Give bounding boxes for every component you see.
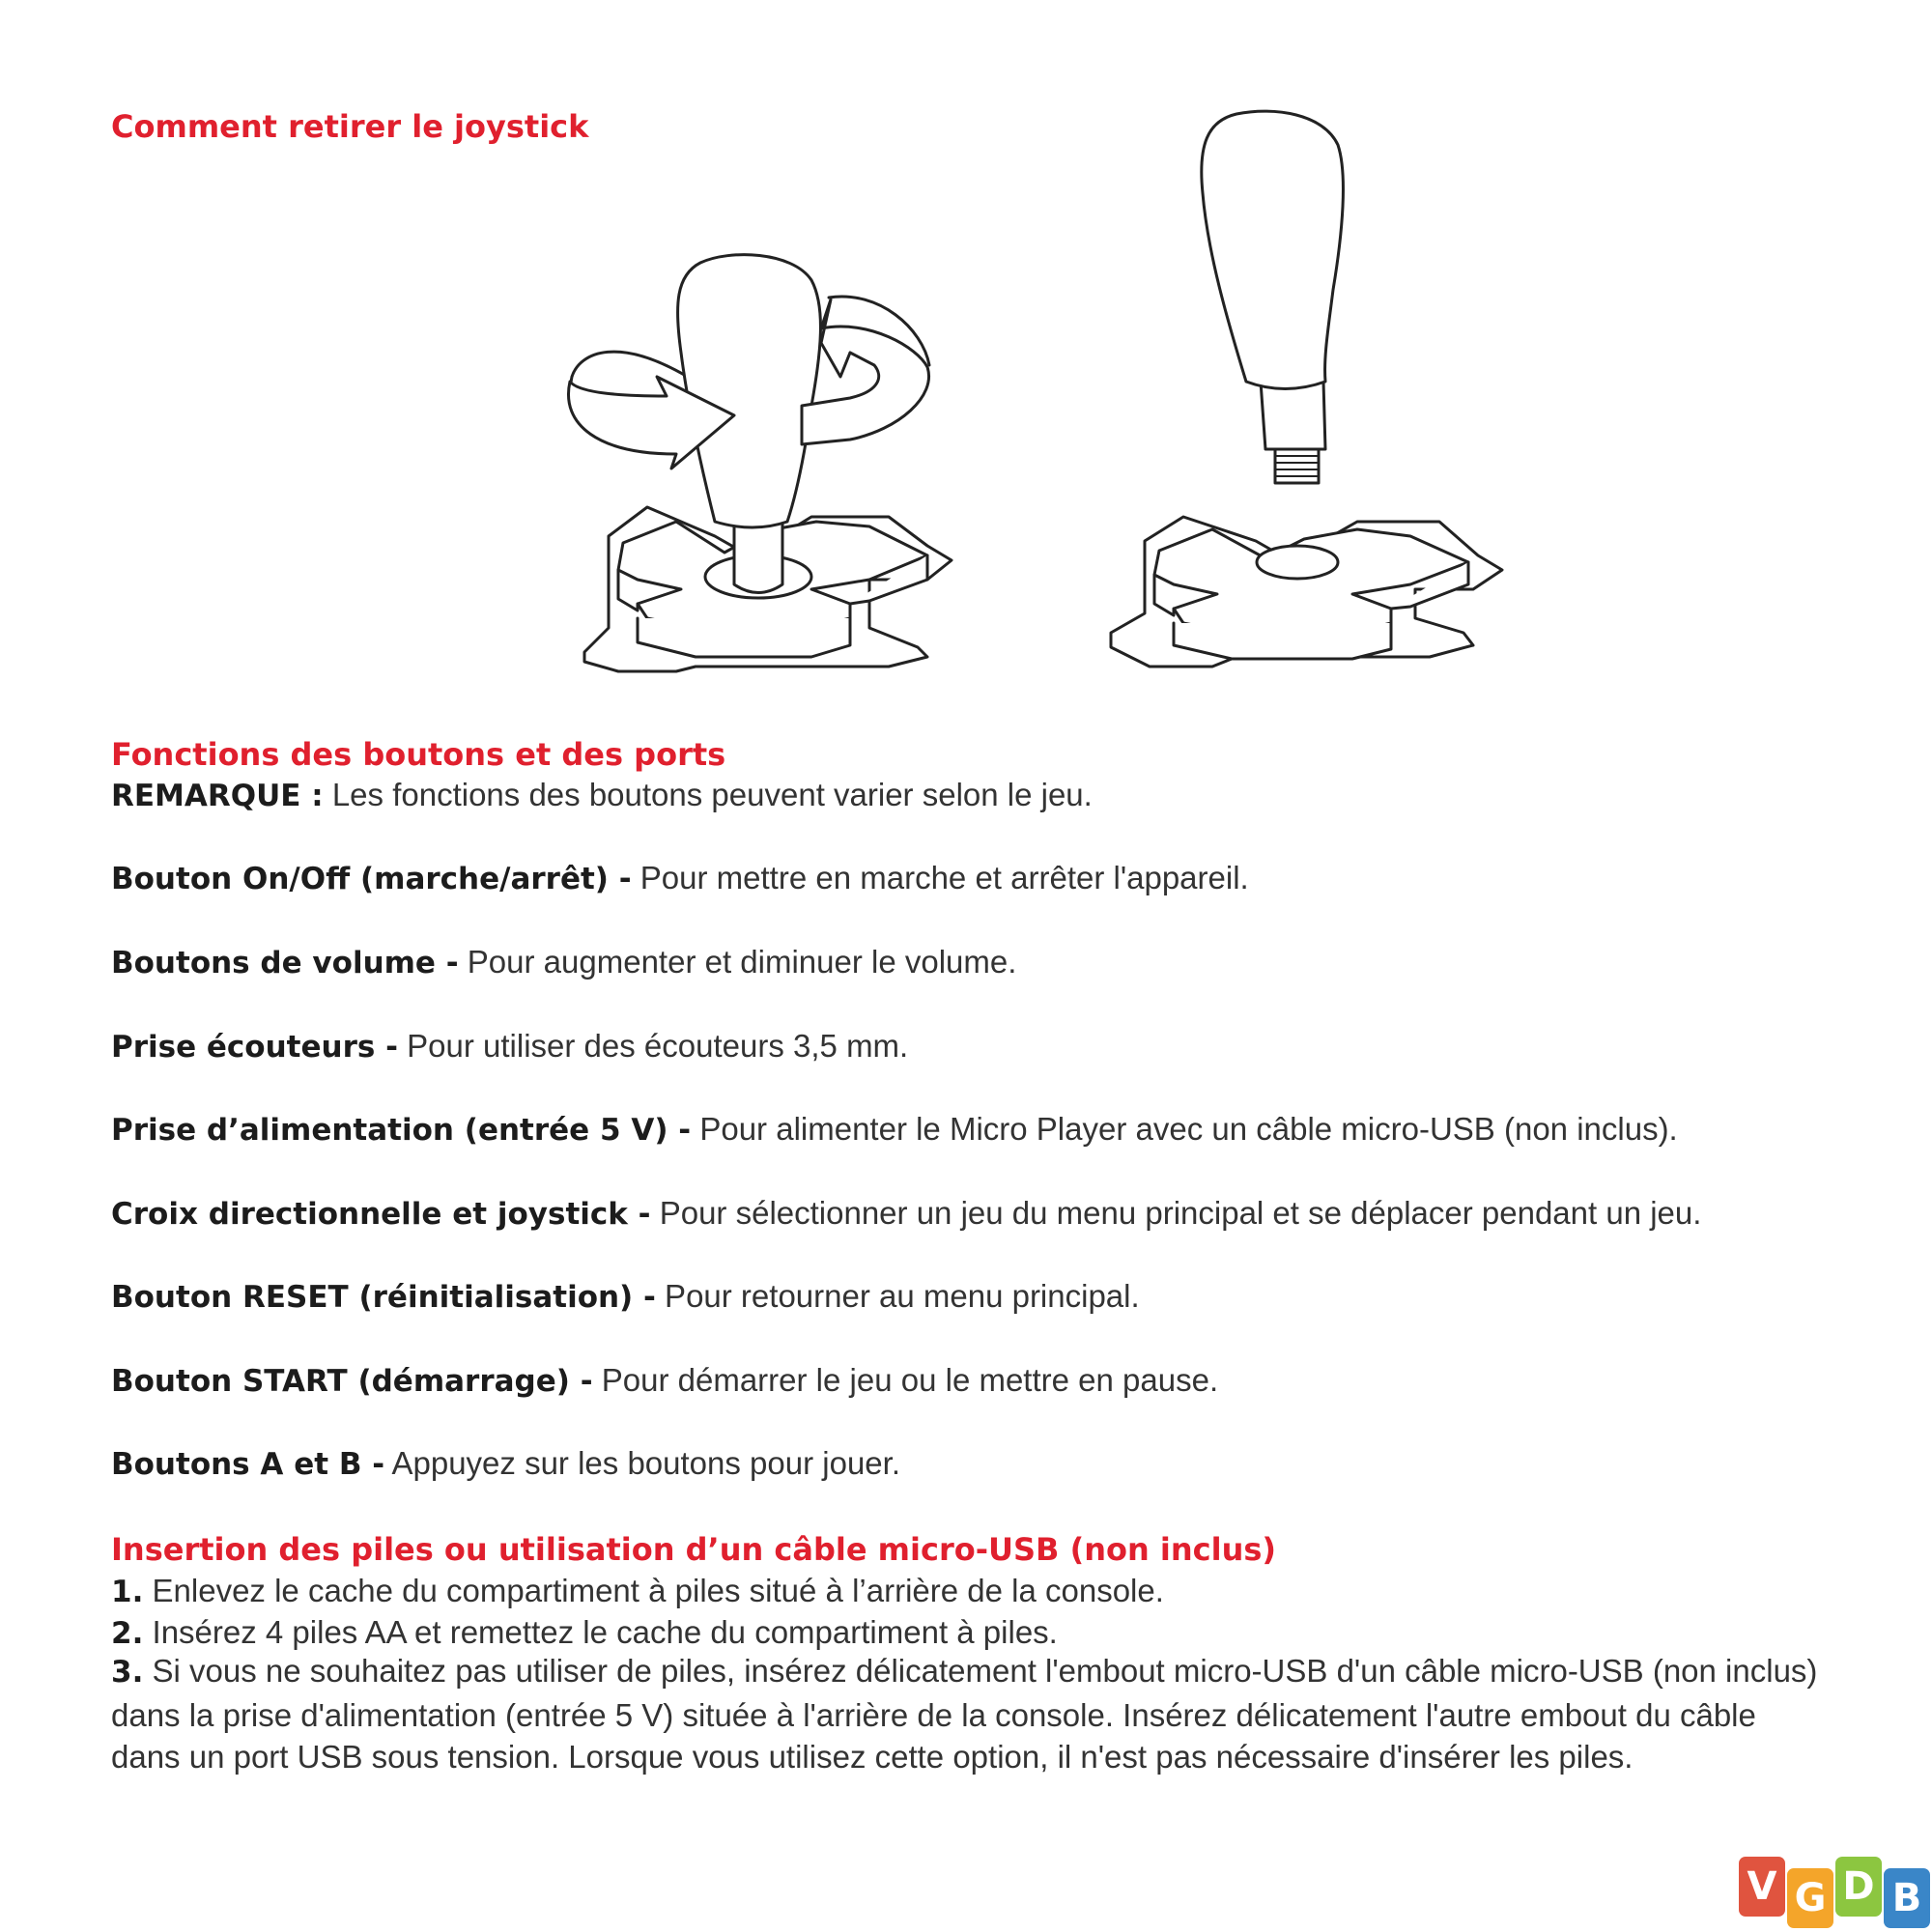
function-description: Appuyez sur les boutons pour jouer. bbox=[384, 1445, 900, 1481]
function-label: Bouton On/Off (marche/arrêt) - bbox=[111, 862, 632, 896]
joystick-twisting-drawing bbox=[568, 255, 952, 671]
function-label: Bouton START (démarrage) - bbox=[111, 1364, 593, 1399]
battery-step bbox=[111, 1650, 1831, 1778]
step-text: Enlevez le cache du compartiment à piles situé à l’arrière de la console. bbox=[143, 1573, 1164, 1608]
joystick-shaft-right bbox=[1261, 382, 1325, 449]
function-item bbox=[111, 1028, 908, 1065]
function-label: Croix directionnelle et joystick - bbox=[111, 1197, 651, 1232]
logo-tile-d: D bbox=[1835, 1857, 1882, 1917]
function-label: Bouton RESET (réinitialisation) - bbox=[111, 1280, 656, 1315]
joystick-thread bbox=[1275, 449, 1319, 483]
function-description: Pour sélectionner un jeu du menu principal et se déplacer pendant un jeu. bbox=[650, 1195, 1702, 1231]
joystick-shaft bbox=[734, 522, 782, 593]
step-number: 3. bbox=[111, 1655, 144, 1690]
function-item bbox=[111, 1278, 1140, 1315]
section-title-joystick-removal: Comment retirer le joystick bbox=[111, 108, 589, 145]
joystick-removed-drawing bbox=[1111, 111, 1502, 667]
step-number: 1. bbox=[111, 1575, 144, 1609]
logo-tile-v: V bbox=[1739, 1857, 1785, 1917]
battery-step bbox=[111, 1573, 1164, 1609]
dpad-center-hole-right bbox=[1257, 546, 1338, 579]
step-text: Insérez 4 piles AA et remettez le cache du compartiment à piles. bbox=[143, 1614, 1058, 1650]
logo-tile-g: G bbox=[1787, 1868, 1833, 1928]
function-description: Pour alimenter le Micro Player avec un câble micro-USB (non inclus). bbox=[691, 1111, 1678, 1147]
vgdb-watermark-logo bbox=[1739, 1857, 1932, 1932]
joystick-handle bbox=[678, 255, 821, 527]
section-title-batteries: Insertion des piles ou utilisation d’un câble micro-USB (non inclus) bbox=[111, 1531, 1277, 1568]
function-description: Pour retourner au menu principal. bbox=[655, 1278, 1140, 1314]
note-text: Les fonctions des boutons peuvent varier selon le jeu. bbox=[323, 777, 1093, 812]
function-item bbox=[111, 944, 1016, 980]
function-item bbox=[111, 1195, 1701, 1232]
step-text: Si vous ne souhaitez pas utiliser de piles, insérez délicatement l'embout micro-USB d'un câble micro-USB (non inclus) dans la prise d'alimentation (entrée 5 V) située à l'arrière de la console. Insérez délicatement l'autre embout du câble dans un port USB sous tension. Lorsque vous utilisez cette option, il n'est pas nécessaire d'insérer les piles. bbox=[111, 1653, 1818, 1775]
function-item bbox=[111, 1362, 1218, 1399]
function-label: Boutons de volume - bbox=[111, 946, 459, 980]
function-description: Pour augmenter et diminuer le volume. bbox=[458, 944, 1017, 980]
note-line bbox=[111, 777, 1093, 813]
note-label: REMARQUE : bbox=[111, 779, 324, 813]
dpad-cross-top-right bbox=[1154, 529, 1468, 633]
function-label: Boutons A et B - bbox=[111, 1447, 385, 1482]
battery-step bbox=[111, 1614, 1058, 1651]
function-label: Prise d’alimentation (entrée 5 V) - bbox=[111, 1113, 692, 1148]
function-item bbox=[111, 860, 1249, 896]
function-item bbox=[111, 1445, 900, 1482]
logo-tile-b: B bbox=[1884, 1868, 1930, 1928]
function-description: Pour utiliser des écouteurs 3,5 mm. bbox=[397, 1028, 909, 1064]
step-number: 2. bbox=[111, 1616, 144, 1651]
function-label: Prise écouteurs - bbox=[111, 1030, 398, 1065]
function-item bbox=[111, 1111, 1678, 1148]
function-description: Pour mettre en marche et arrêter l'appareil. bbox=[631, 860, 1249, 895]
joystick-handle-right bbox=[1202, 111, 1344, 388]
section-title-button-functions: Fonctions des boutons et des ports bbox=[111, 736, 726, 773]
function-description: Pour démarrer le jeu ou le mettre en pause. bbox=[592, 1362, 1219, 1398]
joystick-removal-illustration bbox=[0, 0, 1932, 734]
